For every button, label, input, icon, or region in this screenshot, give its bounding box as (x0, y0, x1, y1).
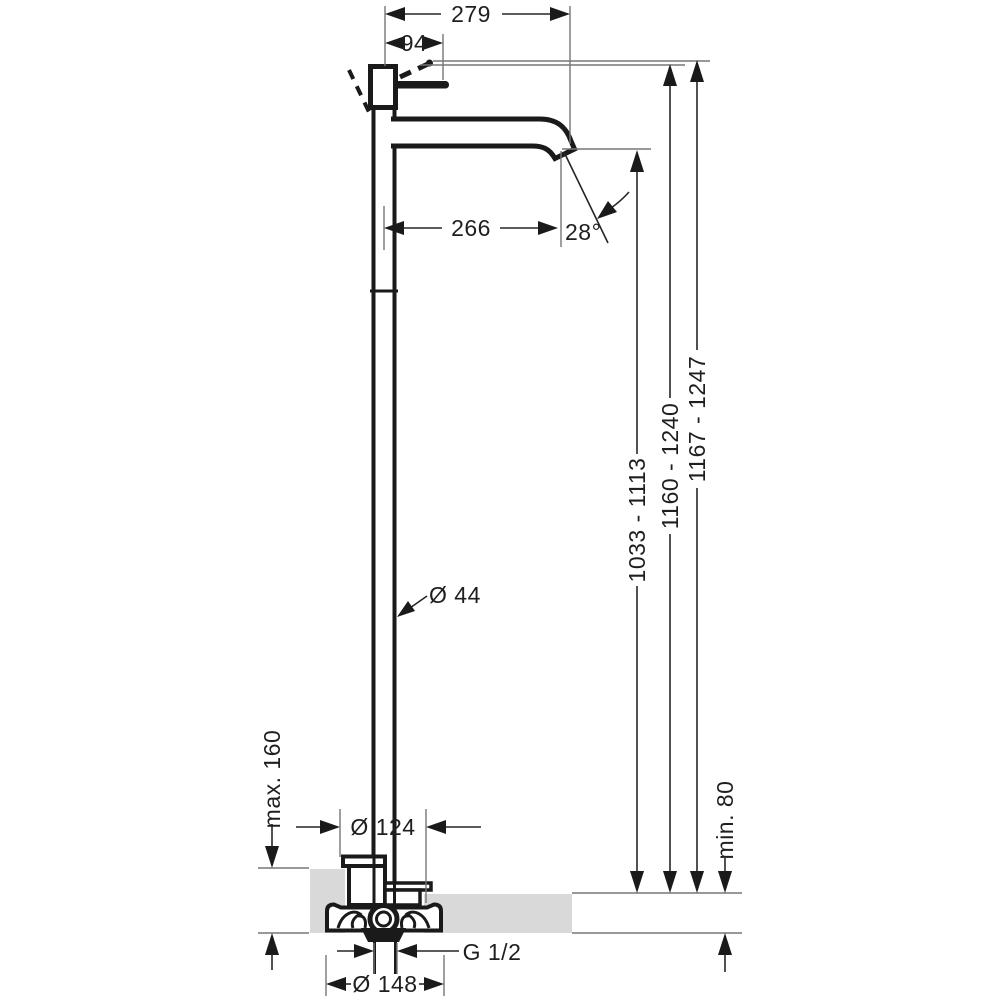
angle-arrowhead (597, 201, 617, 219)
arrowhead-down (630, 871, 644, 893)
dim-28deg-label: 28° (565, 219, 602, 245)
dim-max160-label: max. 160 (259, 729, 285, 829)
arrowhead-up (663, 64, 677, 86)
dim-connection-thread (337, 939, 521, 974)
arrowhead-down (663, 871, 677, 893)
arrowhead-up (265, 933, 279, 955)
arrowhead-left (320, 820, 340, 834)
dim-1160-1240-label: 1160 - 1240 (657, 402, 683, 530)
arrowhead-down (265, 846, 279, 868)
dim-spout-angle (564, 152, 629, 245)
spout (391, 119, 575, 159)
dim-riser-diameter (397, 582, 481, 617)
angle-leader (611, 192, 629, 208)
escutcheon-body (349, 866, 385, 905)
dim-base-diameter (326, 955, 444, 997)
arrowhead-right (426, 820, 446, 834)
arrowhead-down (718, 871, 732, 893)
dim-d124-label: Ø 124 (350, 814, 416, 840)
dim-g12-label: G 1/2 (462, 939, 522, 965)
arrowhead-left (326, 977, 346, 991)
dim-d148-label: Ø 148 (352, 971, 418, 997)
dim-94-label: 94 (400, 30, 428, 56)
dim-total-height (684, 60, 710, 893)
arrowhead-left (354, 944, 374, 958)
arrowhead-up (690, 60, 704, 82)
arrowhead-right (397, 944, 417, 958)
arrowhead-down (690, 871, 704, 893)
arrowhead-up (630, 150, 644, 172)
cartridge-housing (371, 67, 396, 108)
faucet (349, 60, 575, 906)
connection-socket (361, 928, 406, 942)
dim-266-label: 266 (451, 215, 491, 241)
floor-slab-right (424, 894, 572, 933)
dim-min80-label: min. 80 (712, 780, 738, 860)
dim-body-height (657, 64, 683, 893)
dim-d44-label: Ø 44 (429, 582, 481, 608)
dim-spout-reach (384, 151, 561, 250)
handle-dashed-raised (400, 64, 428, 77)
handle-lever (393, 81, 449, 89)
arrowhead-left (385, 7, 405, 21)
mounting-nut-inner (377, 912, 391, 926)
arrowhead-up (718, 933, 732, 955)
leader-line (410, 596, 427, 608)
arrowhead-right (424, 977, 444, 991)
handle-dashed-left (349, 70, 369, 112)
escutcheon-step-block (385, 890, 420, 905)
dim-floor-max (259, 730, 285, 970)
leader-arrowhead (397, 601, 415, 617)
arrowhead-right (550, 7, 570, 21)
arrowhead-right (538, 221, 558, 235)
dim-outlet-height (624, 150, 650, 893)
dim-1167-1247-label: 1167 - 1247 (684, 355, 710, 483)
dim-279-label: 279 (451, 1, 491, 27)
dim-1033-1113-label: 1033 - 1113 (624, 457, 650, 583)
dim-floor-min (712, 781, 738, 972)
